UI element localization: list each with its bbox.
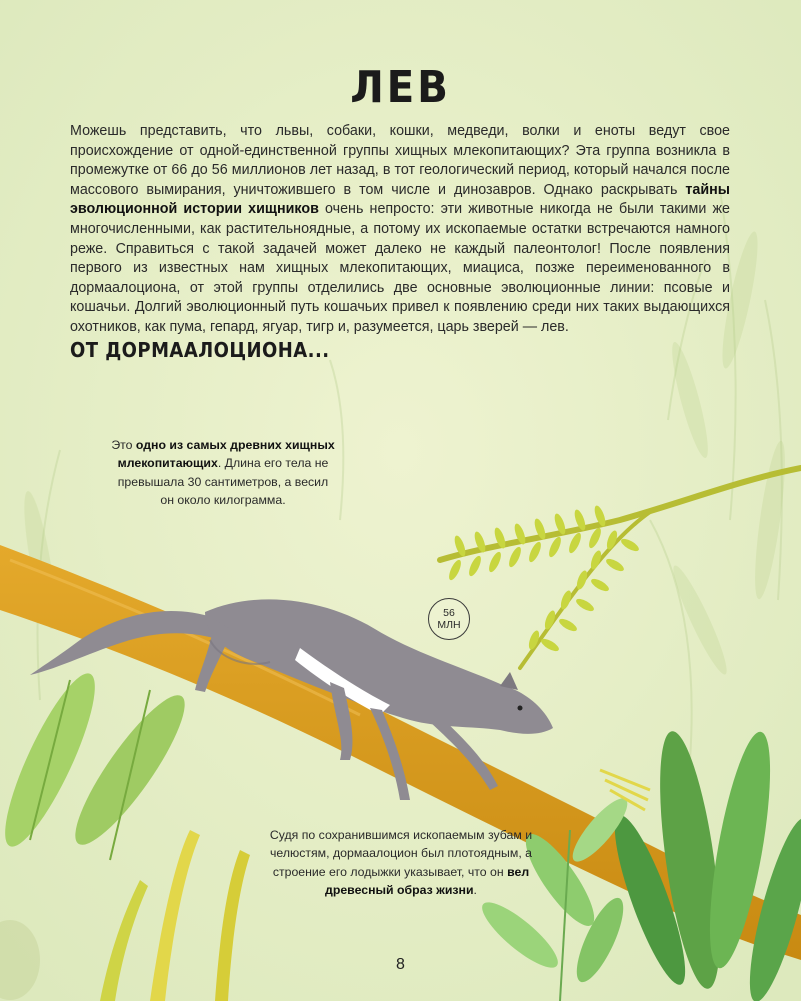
- era-badge: [428, 598, 470, 640]
- intro-text-part1: Можешь представить, что львы, собаки, кошки, медведи, волки и еноты ведут свое происхождение от одной-единственной группы хищных млекопитающих? Эта группа возникла в промежутке от 66 до 56 миллионов лет назад, в тот геологический период, который начался после массового вымирания, уничтожившего в том числе и динозавров. Однако раскрывать: [70, 123, 730, 198]
- caption-top-pre: Это: [111, 438, 136, 452]
- caption-bottom-post: .: [473, 883, 477, 898]
- section-subtitle: ОТ ДОРМААЛОЦИОНА...: [70, 338, 330, 362]
- intro-text-part2: очень непросто: эти животные никогда не были такими же многочисленными, как растительноядные, а потому их ископаемые остатки встречаются намного реже. Справиться с такой задачей может далеко не каждый палеонтолог! После появления первого из известных нам хищных млекопитающих, миациса, позже переименованного в дормаалоциона, от этой группы отделились две основные эволюционные линии: псовые и кошачьи. Долгий эволюционный путь кошачьих привел к появлению среди них таких выдающихся охотников, как пума, гепард, ягуар, тигр и, разумеется, царь зверей — лев.: [70, 201, 730, 335]
- era-badge-number: 56: [443, 607, 455, 619]
- caption-top-post: . Длина его тела не превышала 30 сантиметров, а весил он около килограмма.: [117, 456, 329, 508]
- intro-bold-phrase: тайны эволюционной истории хищников: [70, 181, 730, 218]
- caption-top-bold: одно из самых древних хищных млекопитающих: [117, 438, 335, 471]
- page-number: 8: [396, 956, 405, 973]
- caption-top: [110, 436, 336, 510]
- caption-bottom: [262, 826, 540, 900]
- caption-bottom-pre: Судя по сохранившимся ископаемым зубам и челюстям, дормаалоцион был плотоядным, а строение его лодыжки указывает, что он: [269, 828, 533, 879]
- era-badge-unit: МЛН: [437, 619, 461, 631]
- intro-paragraph: [70, 122, 730, 338]
- caption-bottom-bold: вел древесный образ жизни: [325, 864, 530, 898]
- page-title: ЛЕВ: [350, 62, 451, 113]
